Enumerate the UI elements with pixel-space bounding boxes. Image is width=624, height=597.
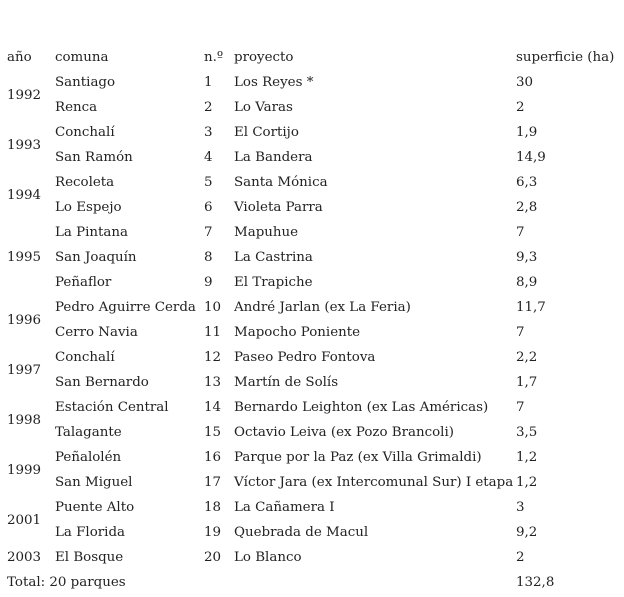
total-label: Total: 20 parques	[7, 575, 126, 590]
comuna-cell: Peñalolén	[55, 450, 122, 465]
year-cell: 1993	[7, 137, 42, 153]
project-cell: Mapocho Poniente	[234, 325, 361, 340]
table-row	[7, 245, 616, 270]
table-row	[7, 370, 616, 395]
year-cell: 2003	[7, 550, 42, 565]
comuna-cell: San Joaquín	[55, 250, 137, 265]
year-cell: 1994	[7, 187, 42, 203]
project-cell: Octavio Leiva (ex Pozo Brancoli)	[234, 425, 454, 440]
comuna-cell: El Bosque	[55, 550, 124, 565]
header-surface: superficie (ha)	[516, 50, 615, 65]
surface-cell: 3,5	[516, 425, 538, 440]
surface-cell: 2	[516, 100, 525, 115]
comuna-cell: San Ramón	[55, 150, 133, 165]
project-cell: La Bandera	[234, 150, 313, 165]
comuna-cell: Estación Central	[55, 400, 169, 415]
table-row	[7, 70, 616, 95]
year-cell: 1999	[7, 462, 42, 478]
surface-cell: 1,2	[516, 475, 538, 490]
surface-cell: 2,8	[516, 200, 538, 215]
project-cell: Martín de Solís	[234, 375, 339, 390]
surface-cell: 30	[516, 75, 534, 90]
table-row	[7, 145, 616, 170]
table-row	[7, 270, 616, 295]
project-cell: André Jarlan (ex La Feria)	[234, 300, 411, 315]
comuna-cell: Pedro Aguirre Cerda	[55, 300, 196, 315]
surface-cell: 14,9	[516, 150, 546, 165]
header-row	[7, 45, 616, 70]
surface-cell: 3	[516, 500, 525, 515]
surface-cell: 1,9	[516, 125, 538, 140]
surface-cell: 7	[516, 225, 525, 240]
number-cell: 18	[204, 500, 222, 515]
project-cell: El Cortijo	[234, 125, 299, 140]
number-cell: 17	[204, 475, 222, 490]
number-cell: 15	[204, 425, 222, 440]
header-comuna: comuna	[55, 50, 109, 65]
comuna-cell: La Florida	[55, 525, 126, 540]
project-cell: Lo Varas	[234, 100, 293, 115]
table-row	[7, 295, 616, 320]
year-cell: 1997	[7, 362, 42, 378]
project-cell: Paseo Pedro Fontova	[234, 350, 376, 365]
surface-cell: 6,3	[516, 175, 538, 190]
table-row	[7, 495, 616, 520]
project-cell: Mapuhue	[234, 225, 299, 240]
project-cell: El Trapiche	[234, 275, 313, 290]
header-project: proyecto	[234, 50, 294, 65]
number-cell: 14	[204, 400, 222, 415]
header-number: n.º	[204, 50, 224, 65]
comuna-cell: Renca	[55, 100, 98, 115]
year-cell: 1998	[7, 412, 42, 428]
year-cell: 1996	[7, 312, 42, 328]
table-row	[7, 470, 616, 495]
project-cell: Víctor Jara (ex Intercomunal Sur) I etapa	[234, 475, 514, 490]
number-cell: 4	[204, 150, 213, 165]
table-body	[7, 70, 616, 570]
comuna-cell: Cerro Navia	[55, 325, 138, 340]
number-cell: 11	[204, 325, 222, 340]
surface-cell: 8,9	[516, 275, 538, 290]
table-row	[7, 345, 616, 370]
table-row	[7, 545, 616, 570]
number-cell: 9	[204, 275, 213, 290]
number-cell: 10	[204, 300, 222, 315]
total-row	[7, 570, 616, 595]
comuna-cell: Conchalí	[55, 125, 115, 140]
project-cell: Los Reyes *	[234, 75, 314, 90]
project-cell: Lo Blanco	[234, 550, 302, 565]
number-cell: 2	[204, 100, 213, 115]
project-cell: Quebrada de Macul	[234, 525, 369, 540]
comuna-cell: Puente Alto	[55, 500, 135, 515]
table-row	[7, 395, 616, 420]
comuna-cell: Lo Espejo	[55, 200, 122, 215]
number-cell: 5	[204, 175, 213, 190]
project-cell: La Castrina	[234, 250, 313, 265]
surface-cell: 2,2	[516, 350, 538, 365]
total-surface: 132,8	[516, 575, 555, 590]
surface-cell: 9,3	[516, 250, 538, 265]
surface-cell: 9,2	[516, 525, 538, 540]
surface-cell: 2	[516, 550, 525, 565]
table-row	[7, 320, 616, 345]
number-cell: 12	[204, 350, 222, 365]
project-cell: Bernardo Leighton (ex Las Américas)	[234, 400, 489, 415]
surface-cell: 1,7	[516, 375, 538, 390]
comuna-cell: La Pintana	[55, 225, 129, 240]
project-cell: Parque por la Paz (ex Villa Grimaldi)	[234, 450, 482, 465]
surface-cell: 7	[516, 325, 525, 340]
comuna-cell: Peñaflor	[55, 275, 112, 290]
surface-cell: 7	[516, 400, 525, 415]
table-row	[7, 420, 616, 445]
comuna-cell: San Bernardo	[55, 375, 149, 390]
number-cell: 13	[204, 375, 222, 390]
project-cell: Violeta Parra	[234, 200, 323, 215]
table-row	[7, 445, 616, 470]
number-cell: 19	[204, 525, 222, 540]
number-cell: 6	[204, 200, 213, 215]
table-row	[7, 170, 616, 195]
surface-cell: 1,2	[516, 450, 538, 465]
project-cell: Santa Mónica	[234, 175, 328, 190]
project-cell: La Cañamera I	[234, 500, 335, 515]
number-cell: 16	[204, 450, 222, 465]
comuna-cell: San Miguel	[55, 475, 133, 490]
table-row	[7, 95, 616, 120]
comuna-cell: Santiago	[55, 75, 116, 90]
comuna-cell: Recoleta	[55, 175, 115, 190]
year-cell: 1992	[7, 87, 42, 103]
header-year: año	[7, 50, 32, 65]
comuna-cell: Talagante	[55, 425, 122, 440]
number-cell: 3	[204, 125, 213, 140]
number-cell: 8	[204, 250, 213, 265]
comuna-cell: Conchalí	[55, 350, 115, 365]
number-cell: 1	[204, 75, 213, 90]
year-cell: 1995	[7, 250, 42, 265]
table-row	[7, 120, 616, 145]
table-row	[7, 195, 616, 220]
table-row	[7, 520, 616, 545]
number-cell: 20	[204, 550, 222, 565]
number-cell: 7	[204, 225, 213, 240]
year-cell: 2001	[7, 512, 42, 528]
table-row	[7, 220, 616, 245]
parks-table	[7, 45, 616, 595]
surface-cell: 11,7	[516, 300, 546, 315]
